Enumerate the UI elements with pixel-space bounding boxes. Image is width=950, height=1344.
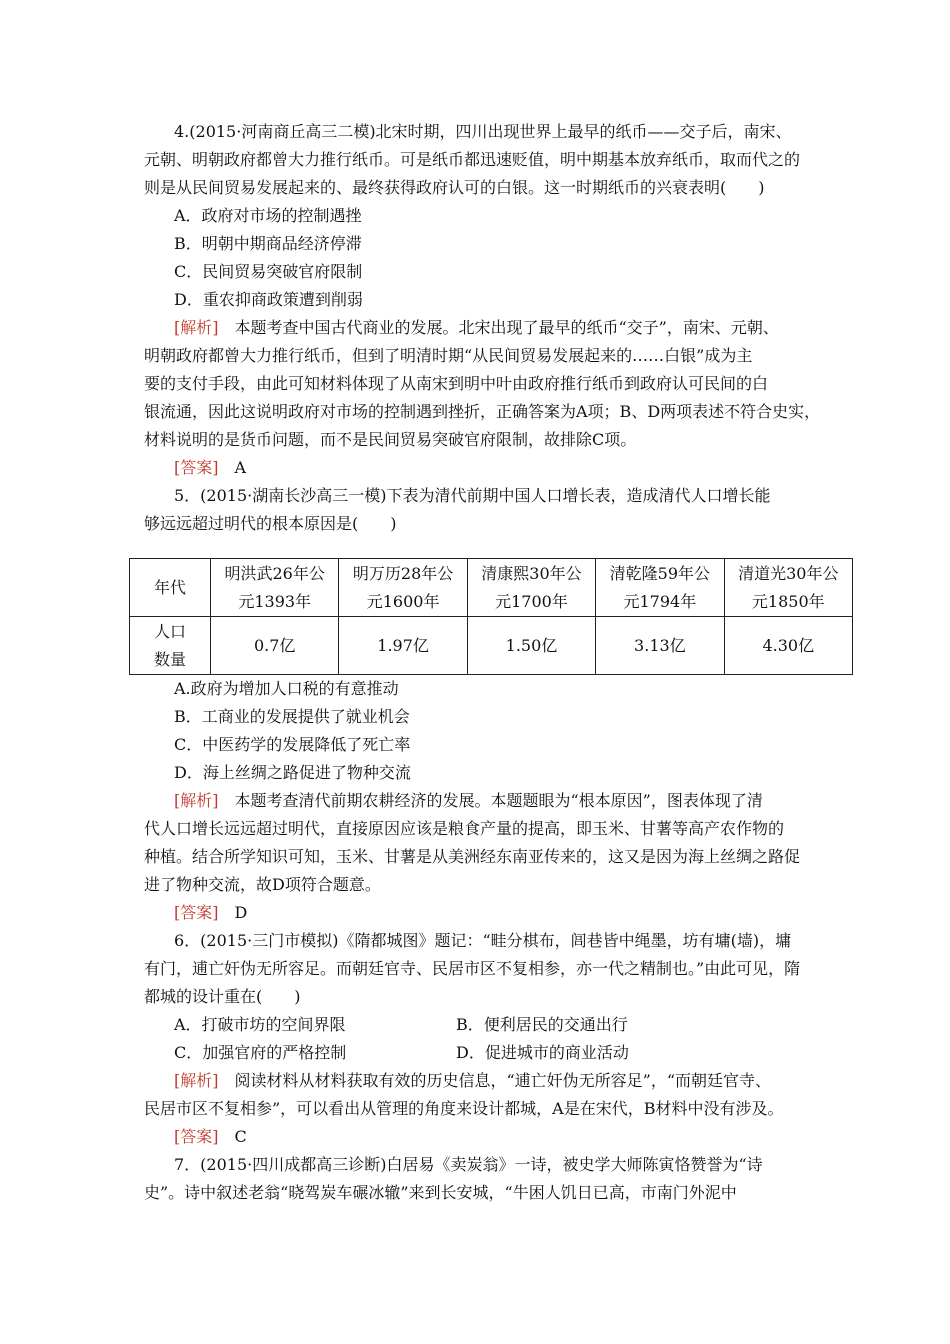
question-6-stem-line: 有门，逋亡奸伪无所容足。而朝廷官寺、民居市区不复相参，亦一代之精制也。”由此可见，隋 — [144, 959, 801, 978]
option-a: A．政府对市场的控制遇挫 — [174, 206, 362, 225]
table-cell: 清乾隆59年公 元1794年 — [596, 559, 724, 617]
answer-line — [144, 454, 824, 482]
analysis-text: 阅读材料从材料获取有效的历史信息，“逋亡奸伪无所容足”，“而朝廷官寺、 — [218, 1071, 772, 1090]
analysis-line: 种植。结合所学知识可知，玉米、甘薯是从美洲经东南亚传来的，这又是因为海上丝绸之路促 — [144, 847, 801, 866]
option-b: B．便利居民的交通出行 — [456, 1015, 628, 1034]
question-5-stem-line: 够远远超过明代的根本原因是( ) — [144, 514, 397, 533]
answer-value: D — [218, 903, 248, 922]
option-c: C．加强官府的严格控制 — [174, 1043, 347, 1062]
option-d: D．海上丝绸之路促进了物种交流 — [174, 763, 411, 782]
analysis-tag: [解析] — [174, 1071, 219, 1090]
option-row — [144, 1039, 824, 1067]
option-d: D．促进城市的商业活动 — [456, 1043, 629, 1062]
table-row — [130, 559, 853, 617]
analysis-line: 银流通，因此这说明政府对市场的控制遇到挫折，正确答案为A项；B、D两项表述不符合史实， — [144, 402, 821, 421]
question-5 — [144, 482, 839, 927]
question-6 — [144, 927, 824, 1151]
question-4-stem-line: 则是从民间贸易发展起来的、最终获得政府认可的白银。这一时期纸币的兴衰表明( ) — [144, 178, 765, 197]
answer-tag: [答案] — [174, 903, 219, 922]
analysis-line — [144, 314, 824, 342]
table-cell: 明万历28年公 元1600年 — [339, 559, 467, 617]
analysis-tag: [解析] — [174, 318, 219, 337]
analysis-tag: [解析] — [174, 791, 219, 810]
table-cell: 3.13亿 — [596, 617, 724, 675]
answer-tag: [答案] — [174, 1127, 219, 1146]
question-5-stem-line: 5．(2015·湖南长沙高三一模)下表为清代前期中国人口增长表，造成清代人口增长能 — [174, 486, 771, 505]
option-a: A.政府为增加人口税的有意推动 — [174, 679, 399, 698]
analysis-line — [144, 1067, 824, 1095]
table-cell: 4.30亿 — [724, 617, 852, 675]
table-cell: 1.50亿 — [467, 617, 595, 675]
question-7-stem-line: 史”。诗中叙述老翁“晓驾炭车碾冰辙”来到长安城，“牛困人饥日已高，市南门外泥中 — [144, 1183, 737, 1202]
option-c: C．中医药学的发展降低了死亡率 — [174, 735, 411, 754]
question-6-stem-line: 6．(2015·三门市模拟)《隋都城图》题记：“畦分棋布，闾巷皆中绳墨，坊有墉(墙)，墉 — [174, 931, 792, 950]
population-table — [129, 558, 853, 675]
analysis-line — [144, 787, 824, 815]
question-7-stem-line: 7．(2015·四川成都高三诊断)白居易《卖炭翁》一诗，被史学大师陈寅恪赞誉为“诗 — [174, 1155, 763, 1174]
table-cell: 明洪武26年公 元1393年 — [211, 559, 339, 617]
answer-tag: [答案] — [174, 458, 219, 477]
option-row — [144, 1011, 824, 1039]
answer-value: A — [218, 458, 247, 477]
analysis-text: 本题考查清代前期农耕经济的发展。本题题眼为“根本原因”，图表体现了清 — [218, 791, 763, 810]
answer-line — [144, 1123, 824, 1151]
document-page — [144, 118, 839, 1207]
option-b: B．工商业的发展提供了就业机会 — [174, 707, 410, 726]
table-header-cell: 人口 数量 — [130, 617, 211, 675]
analysis-line: 明朝政府都曾大力推行纸币，但到了明清时期“从民间贸易发展起来的……白银”成为主 — [144, 346, 753, 365]
table-row — [130, 617, 853, 675]
option-a: A．打破市坊的空间界限 — [174, 1015, 346, 1034]
question-6-stem-line: 都城的设计重在( ) — [144, 987, 301, 1006]
analysis-line: 要的支付手段，由此可知材料体现了从南宋到明中叶由政府推行纸币到政府认可民间的白 — [144, 374, 769, 393]
analysis-line: 材料说明的是货币问题，而不是民间贸易突破官府限制，故排除C项。 — [144, 430, 637, 449]
analysis-line: 民居市区不复相参”，可以看出从管理的角度来设计都城，A是在宋代，B材料中没有涉及。 — [144, 1099, 784, 1118]
table-cell: 1.97亿 — [339, 617, 467, 675]
answer-value: C — [218, 1127, 247, 1146]
analysis-line: 代人口增长远远超过明代，直接原因应该是粮食产量的提高，即玉米、甘薯等高产农作物的 — [144, 819, 785, 838]
question-7 — [144, 1151, 824, 1207]
question-4-stem-line: 4.(2015·河南商丘高三二模)北宋时期，四川出现世界上最早的纸币——交子后，南宋、 — [174, 122, 792, 141]
question-4-stem-line: 元朝、明朝政府都曾大力推行纸币。可是纸币都迅速贬值，明中期基本放弃纸币，取而代之的 — [144, 150, 801, 169]
table-header-cell: 年代 — [130, 559, 211, 617]
table-cell: 清康熙30年公 元1700年 — [467, 559, 595, 617]
analysis-line: 进了物种交流，故D项符合题意。 — [144, 875, 381, 894]
answer-line — [144, 899, 824, 927]
table-cell: 0.7亿 — [211, 617, 339, 675]
option-c: C．民间贸易突破官府限制 — [174, 262, 363, 281]
option-d: D．重农抑商政策遭到削弱 — [174, 290, 363, 309]
option-b: B．明朝中期商品经济停滞 — [174, 234, 362, 253]
analysis-text: 本题考查中国古代商业的发展。北宋出现了最早的纸币“交子”，南宋、元朝、 — [218, 318, 779, 337]
table-cell: 清道光30年公 元1850年 — [724, 559, 852, 617]
question-4 — [144, 118, 824, 482]
